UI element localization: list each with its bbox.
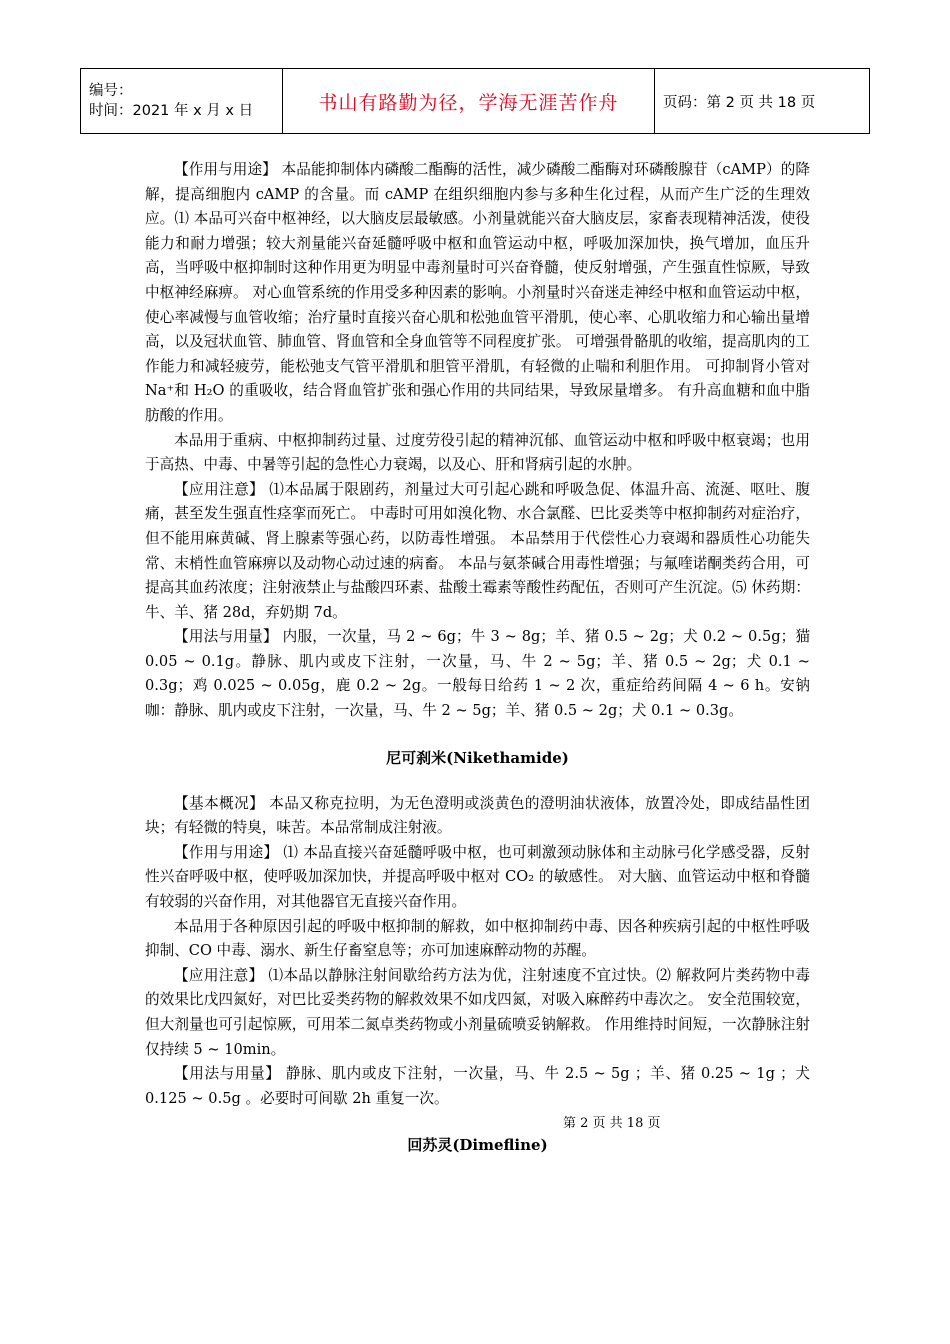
header-motto: 书山有路勤为径，学海无涯苦作舟 [283, 69, 655, 134]
paragraph-nik-precautions: 【应用注意】 ⑴本品以静脉注射间歇给药方法为优，注射速度不宜过快。⑵ 解救阿片类药物中毒的效果比戊四氮好，对巴比妥类药物的解救效果不如戊四氮，对吸入麻醉药中毒次之。 安全范围较宽，但大剂量也可引起惊厥，可用苯二氮卓类药物或小剂量硫喷妥钠解救。 作用维持时间短，一次静脉注射仅持续 5 ~ 10min。 [145, 966, 810, 1058]
paragraph-dosage: 【用法与用量】 内服，一次量，马 2 ~ 6g；牛 3 ~ 8g；羊、猪 0.5 ~ 2g；犬 0.2 ~ 0.5g；猫 0.05 ~ 0.1g。静脉、肌内或皮下注射，一次量，马、牛 2 ~ 5g；羊、猪 0.5 ~ 2g；犬 0.1 ~ 0.3g；鸡 0.025 ~ 0.05g，鹿 0.2 ~ 2g。一般每日给药 1 ~ 2 次，重症给药间隔 4 ~ 6 h。安钠咖：静脉、肌内或皮下注射，一次量，马、牛 2 ~ 5g；羊、猪 0.5 ~ 2g；犬 0.1 ~ 0.3g。 [145, 628, 810, 720]
paragraph-overview: 【基本概况】 本品又称克拉明，为无色澄明或淡黄色的澄明油状液体，放置冷处，即成结晶性团块；有轻微的特臭，味苦。本品常制成注射液。 [145, 794, 810, 837]
paragraph-nik-indications: 本品用于各种原因引起的呼吸中枢抑制的解救，如中枢抑制药中毒、因各种疾病引起的中枢性呼吸抑制、CO 中毒、溺水、新生仔畜窒息等；亦可加速麻醉动物的苏醒。 [145, 917, 810, 960]
doc-number-label: 编号： [89, 83, 133, 99]
paragraph-nik-usage: 【作用与用途】 ⑴ 本品直接兴奋延髓呼吸中枢，也可刺激颈动脉体和主动脉弓化学感受器，反射性兴奋呼吸中枢，使呼吸加深加快，并提高呼吸中枢对 CO₂ 的敏感性。 对大脑、血管运动中枢和脊髓有较弱的兴奋作用，对其他器官无直接兴奋作用。 [145, 843, 810, 911]
section-title-dimefline: 回苏灵(Dimefline) [407, 1136, 548, 1155]
doc-time-label: 时间：2021 年 x 月 x 日 [89, 103, 254, 119]
header-table [80, 68, 870, 134]
paragraph-indications: 本品用于重病、中枢抑制药过量、过度劳役引起的精神沉郁、血管运动中枢和呼吸中枢衰竭；也用于高热、中毒、中暑等引起的急性心力衰竭，以及心、肝和肾病引起的水肿。 [145, 431, 810, 474]
paragraph-nik-dosage: 【用法与用量】 静脉、肌内或皮下注射，一次量，马、牛 2.5 ~ 5g ；羊、猪 0.25 ~ 1g ；犬 0.125 ~ 0.5g 。必要时可间歇 2h 重复一次。 [145, 1065, 810, 1107]
header-meta-cell [81, 69, 283, 134]
paragraph-precautions: 【应用注意】 ⑴本品属于限剧药，剂量过大可引起心跳和呼吸急促、体温升高、流涎、呕吐、腹痛，甚至发生强直性痉挛而死亡。 中毒时可用如溴化物、水合氯醛、巴比妥类等中枢抑制药对症治疗，但不能用麻黄碱、肾上腺素等强心药，以防毒性增强。 本品禁用于代偿性心力衰竭和器质性心功能失常、末梢性血管麻痹以及动物心动过速的病畜。 本品与氨茶碱合用毒性增强；与氟喹诺酮类药合用，可提高其血药浓度；注射液禁止与盐酸四环素、盐酸土霉素等酸性药配伍，否则可产生沉淀。⑸ 休药期：牛、羊、猪 28d，弃奶期 7d。 [145, 480, 810, 621]
page-header [80, 68, 870, 134]
document-body [145, 158, 810, 1157]
page-footer: 第 2 页 共 18 页 [563, 1116, 661, 1131]
header-page-info: 页码：第 2 页 共 18 页 [655, 69, 870, 134]
section-title-nikethamide: 尼可刹米(Nikethamide) [386, 748, 569, 767]
paragraph-usage: 【作用与用途】 本品能抑制体内磷酸二酯酶的活性，减少磷酸二酯酶对环磷酸腺苷（cAMP）的降解，提高细胞内 cAMP 的含量。而 cAMP 在组织细胞内参与多种生化过程，从而产生广泛的生理效应。⑴ 本品可兴奋中枢神经，以大脑皮层最敏感。小剂量就能兴奋大脑皮层，家畜表现精神活泼，使役能力和耐力增强；较大剂量能兴奋延髓呼吸中枢和血管运动中枢，呼吸加深加快，换气增加，血压升高，当呼吸中枢抑制时这种作用更为明显中毒剂量时可兴奋脊髓，使反射增强，产生强直性惊厥，导致中枢神经麻痹。 对心血管系统的作用受多种因素的影响。小剂量时兴奋迷走神经中枢和血管运动中枢，使心率减慢与血管收缩；治疗量时直接兴奋心肌和松弛血管平滑肌，使心率、心肌收缩力和心输出量增高，以及冠状血管、肺血管、肾血管和全身血管等不同程度扩张。 可增强骨骼肌的收缩，提高肌肉的工作能力和减轻疲劳，能松弛支气管平滑肌和胆管平滑肌，有轻微的止喘和利胆作用。 可抑制肾小管对 Na⁺和 H₂O 的重吸收，结合肾血管扩张和强心作用的共同结果，导致尿量增多。 有升高血糖和血中脂肪酸的作用。 [145, 161, 810, 424]
